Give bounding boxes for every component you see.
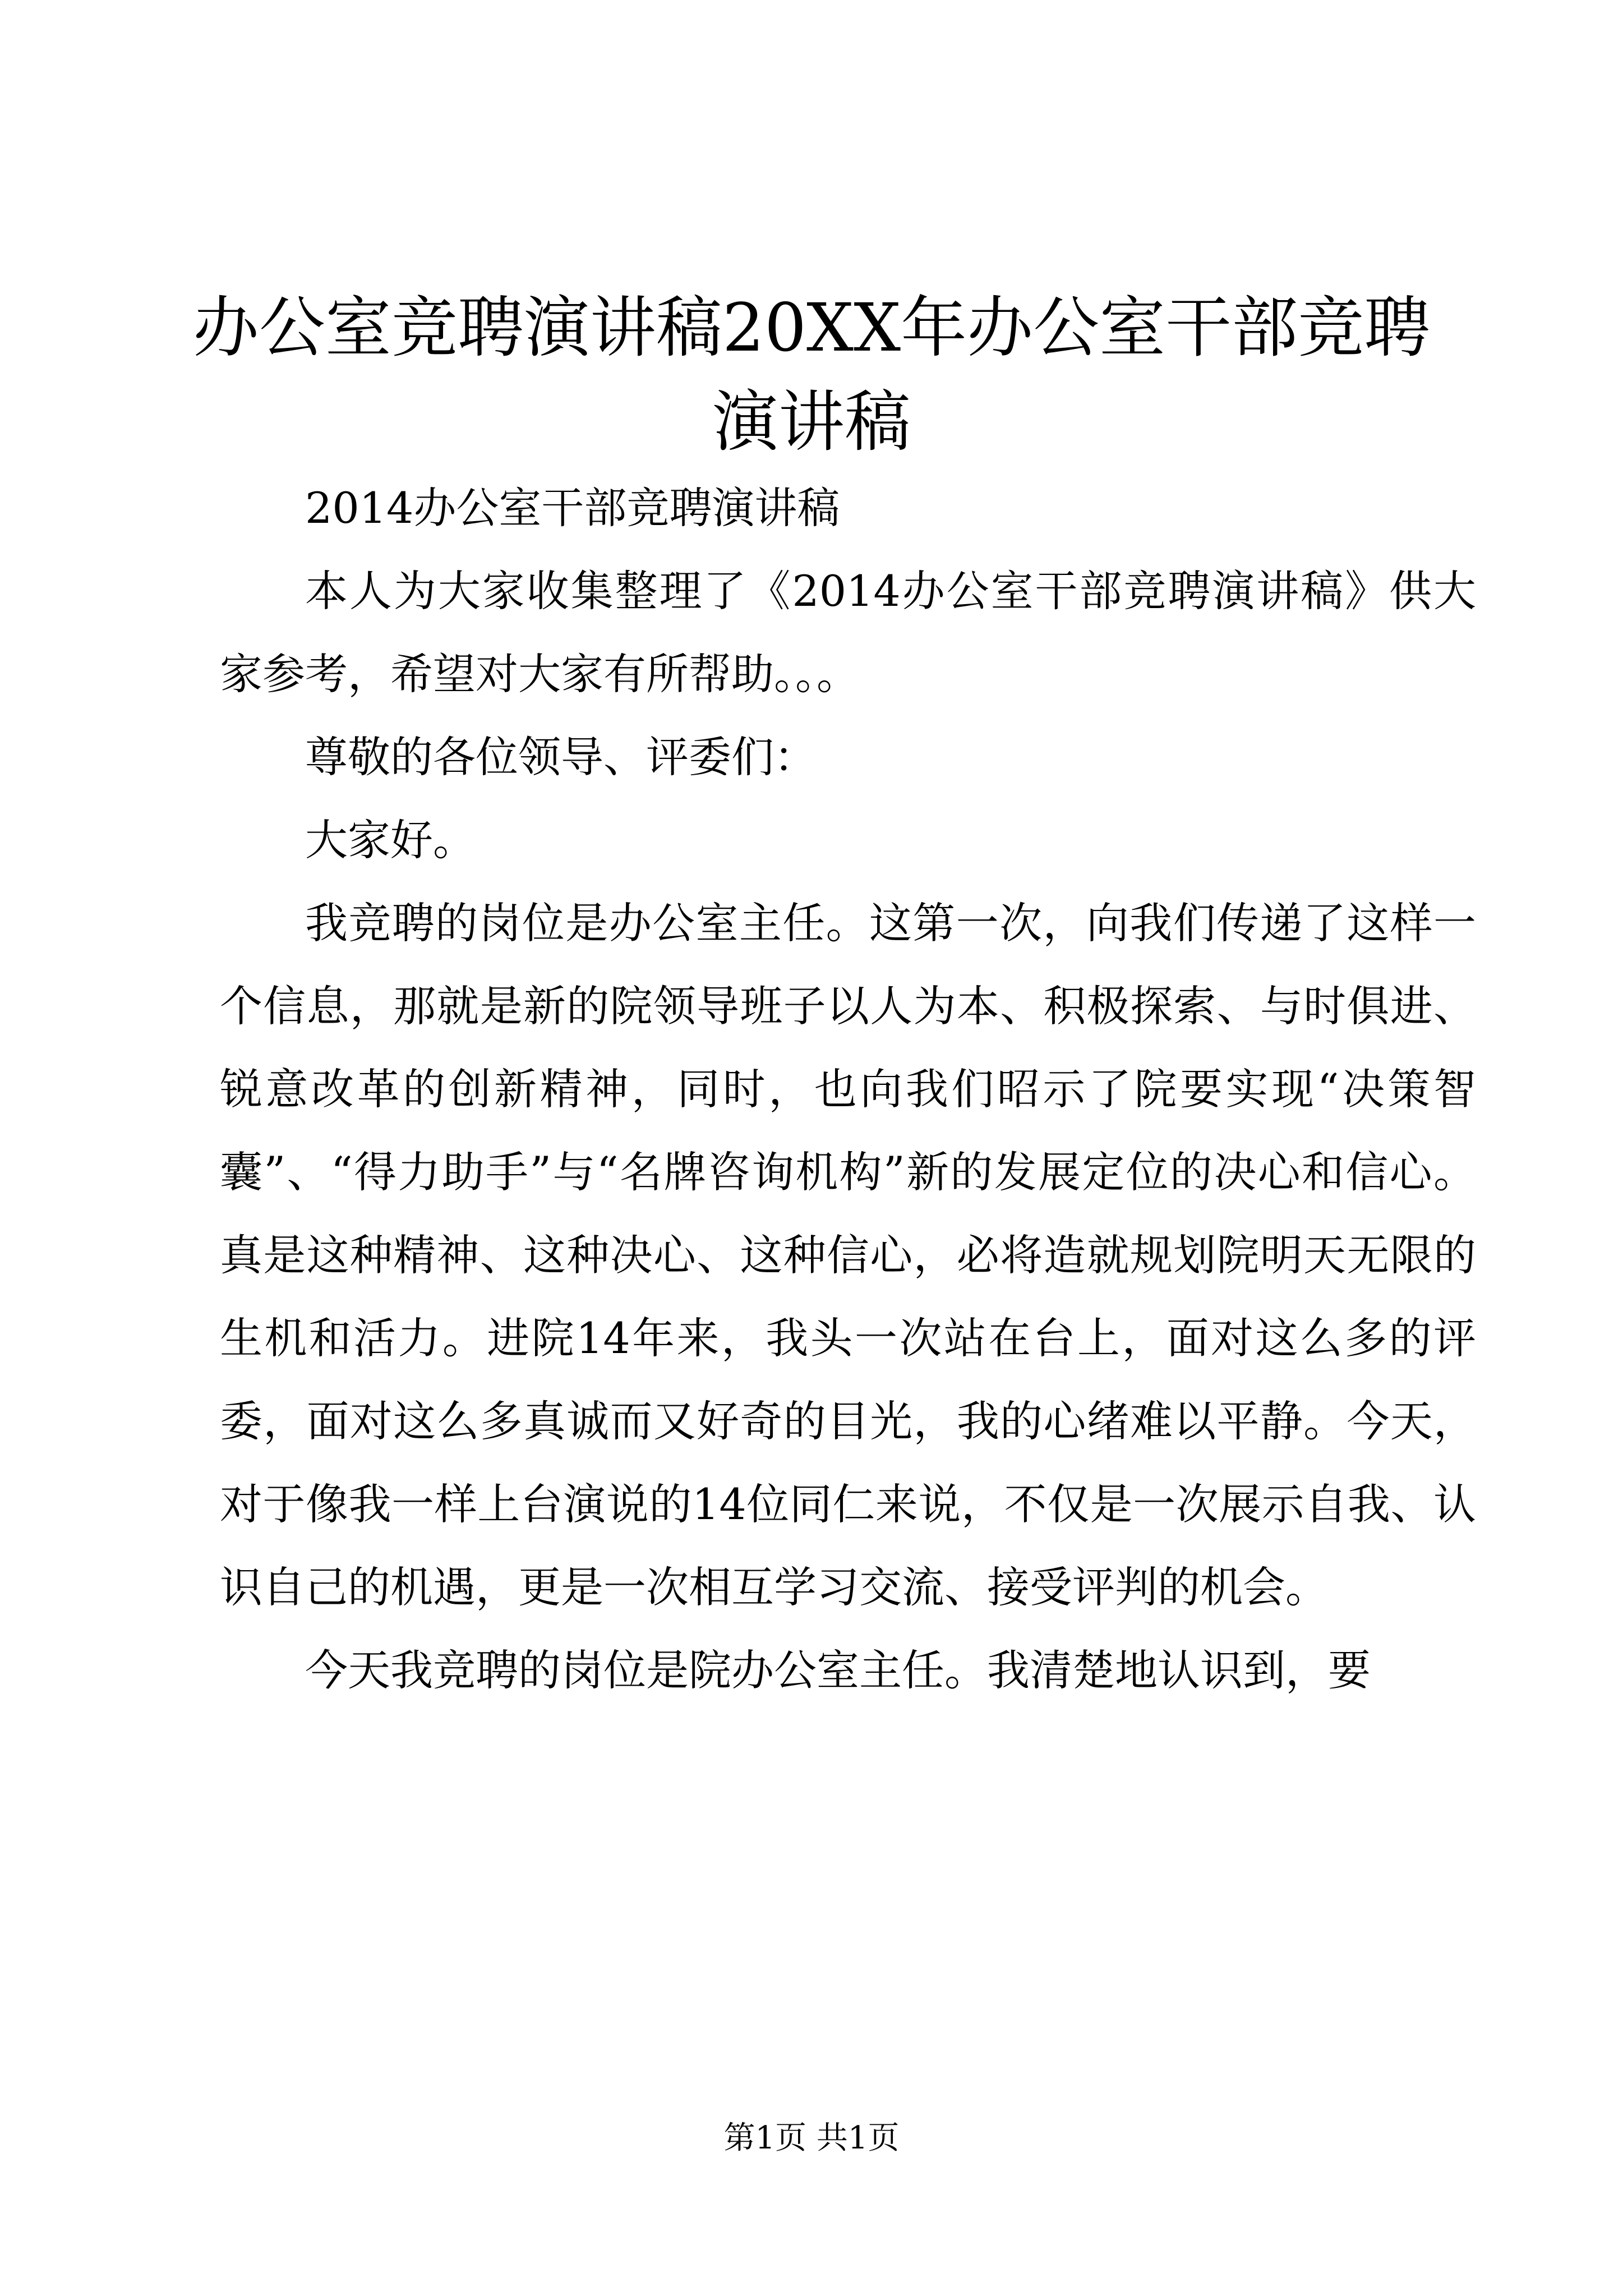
document-body (220, 467, 1476, 1712)
paragraph-intro: 本人为大家收集整理了《2014办公室干部竞聘演讲稿》供大家参考，希望对大家有所帮助。。。 (220, 566, 1476, 699)
document-title: 办公室竞聘演讲稿20XX年办公室干部竞聘演讲稿 (192, 289, 1431, 461)
paragraph-subtitle: 2014办公室干部竞聘演讲稿 (305, 483, 840, 533)
paragraph-greeting: 大家好。 (305, 815, 476, 865)
paragraph-continuation: 今天我竞聘的岗位是院办公室主任。我清楚地认识到，要 (305, 1645, 1371, 1695)
paragraph-salutation: 尊敬的各位领导、评委们： (305, 732, 817, 782)
page-number-footer: 第1页 共1页 (723, 2120, 900, 2156)
paragraph-main: 我竞聘的岗位是办公室主任。这第一次，向我们传递了这样一个信息，那就是新的院领导班子以人为本、积极探索、与时俱进、锐意改革的创新精神，同时，也向我们昭示了院要实现“决策智囊”、“得力助手”与“名牌咨询机构”新的发展定位的决心和信心。真是这种精神、这种决心、这种信心，必将造就规划院明天无限的生机和活力。进院14年来，我头一次站在台上，面对这么多的评委，面对这么多真诚而又好奇的目光，我的心绪难以平静。今天，对于像我一样上台演说的14位同仁来说，不仅是一次展示自我、认识自己的机遇，更是一次相互学习交流、接受评判的机会。 (220, 898, 1476, 1612)
